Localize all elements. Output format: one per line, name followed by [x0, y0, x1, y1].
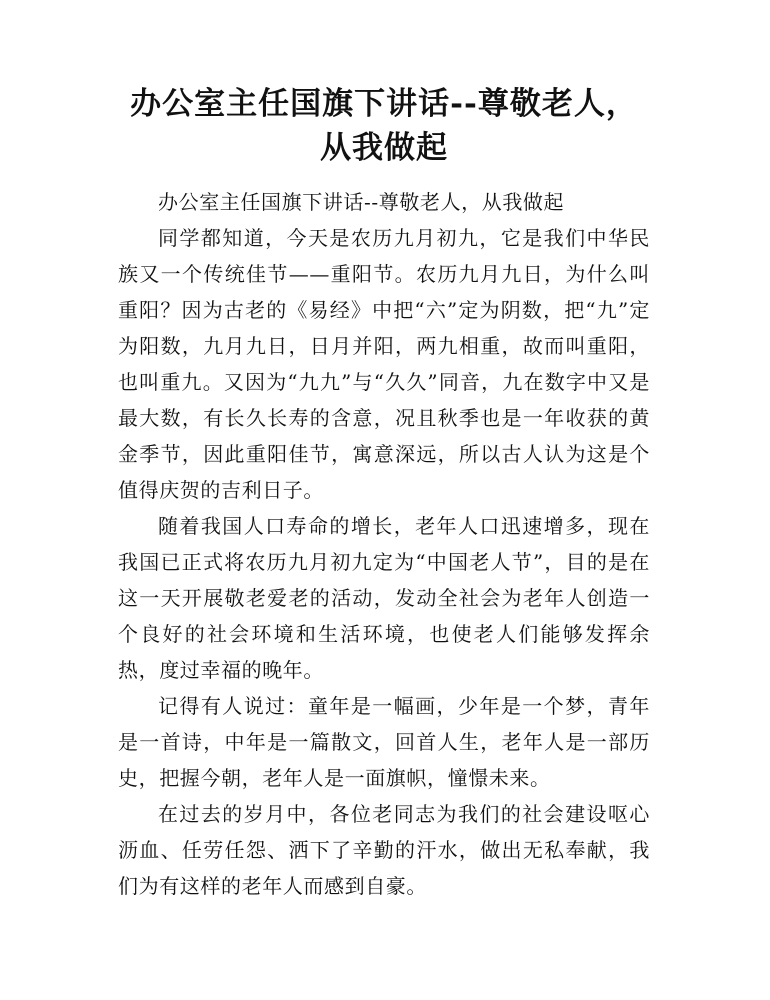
document-title: 办公室主任国旗下讲话--尊敬老人，从我做起 [130, 86, 638, 166]
paragraph-life-metaphor: 记得有人说过：童年是一幅画，少年是一个梦，青年是一首诗，中年是一篇散文，回首人生，老年人是一部历史，把握今朝，老年人是一面旗帜，憧憬未来。 [118, 694, 650, 790]
paragraph-chongyang-origin: 同学都知道，今天是农历九月初九，它是我们中华民族又一个传统佳节——重阳节。农历九月九日，为什么叫重阳？因为古老的《易经》中把“六”定为阴数，把“九”定为阳数，九月九日，日月并阳，两九相重，故而叫重阳，也叫重九。又因为“九九”与“久久”同音，九在数字中又是最大数，有长久长寿的含意，况且秋季也是一年收获的黄金季节，因此重阳佳节，寓意深远，所以古人认为这是个值得庆贺的吉利日子。 [118, 226, 650, 502]
paragraph-contribution: 在过去的岁月中，各位老同志为我们的社会建设呕心沥血、任劳任怨、洒下了辛勤的汗水，做出无私奉献，我们为有这样的老年人而感到自豪。 [118, 802, 650, 898]
document-body [118, 184, 650, 904]
paragraph-elderly-day: 随着我国人口寿命的增长，老年人口迅速增多，现在我国已正式将农历九月初九定为“中国老人节”，目的是在这一天开展敬老爱老的活动，发动全社会为老年人创造一个良好的社会环境和生活环境，也使老人们能够发挥余热，度过幸福的晚年。 [118, 514, 650, 682]
paragraph-subtitle: 办公室主任国旗下讲话--尊敬老人，从我做起 [158, 190, 565, 214]
